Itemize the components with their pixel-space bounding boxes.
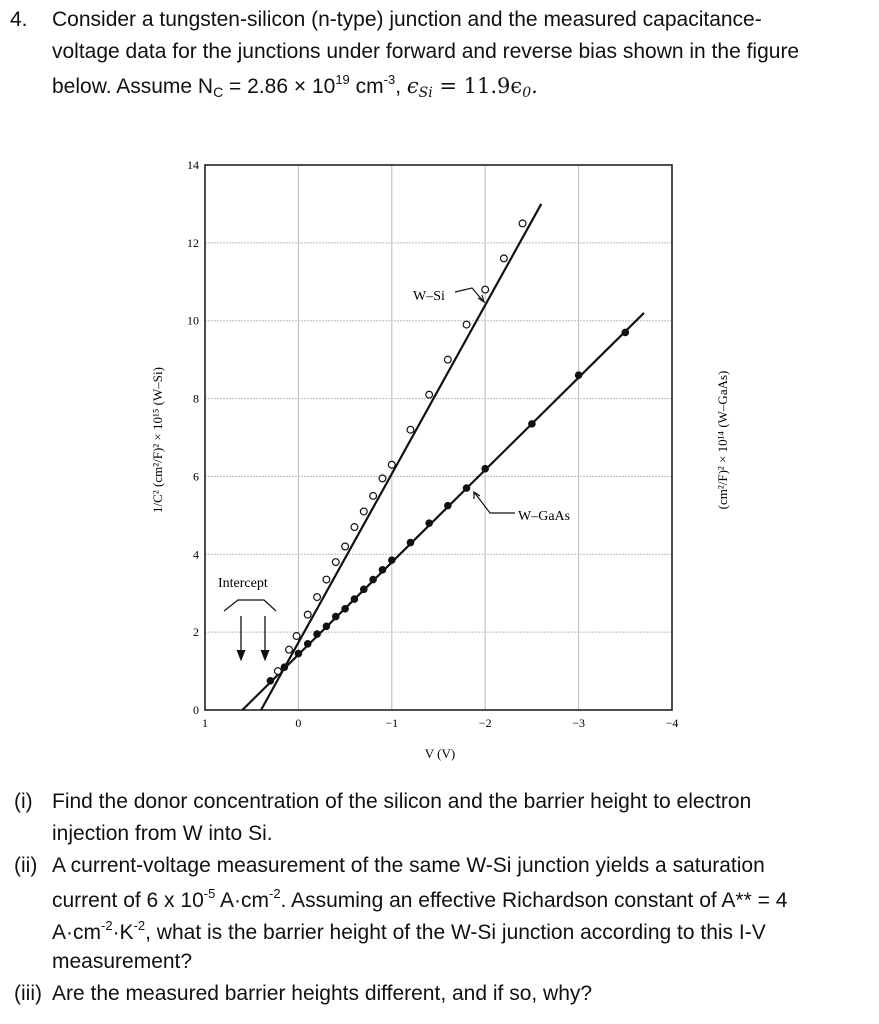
chart-grid xyxy=(205,165,672,710)
wsi-data-point xyxy=(482,286,489,293)
intercept-bracket xyxy=(224,600,276,611)
wsi-data-point xyxy=(407,426,414,433)
wsi-data-point xyxy=(304,611,311,618)
wgaas-data-point xyxy=(622,329,628,335)
wgaas-label: W–GaAs xyxy=(518,509,571,524)
y-tick-label: 8 xyxy=(193,391,199,406)
x-tick-label: −3 xyxy=(572,716,585,730)
wgaas-data-point xyxy=(379,567,385,573)
wsi-label: W–Si xyxy=(413,289,445,304)
y-tick-label: 10 xyxy=(187,313,199,328)
x-tick-label: −1 xyxy=(385,716,399,730)
data-points xyxy=(267,220,628,684)
wgaas-data-point xyxy=(389,557,395,563)
part-i-line-1: Find the donor concentration of the silicon and the barrier height to electron xyxy=(52,790,752,813)
wgaas-data-point xyxy=(281,664,287,670)
wsi-data-point xyxy=(332,559,339,566)
wgaas-data-point xyxy=(351,596,357,602)
part-ii-line-1: A current-voltage measurement of the same W-Si junction yields a saturation xyxy=(52,854,765,877)
x-axis-label: V (V) xyxy=(424,746,456,761)
part-iii-line-1: Are the measured barrier heights different, and if so, why? xyxy=(52,982,593,1005)
question-line-3: below. Assume $N_C = 2.86 \times 10^{19}$ $cm^{-3}$, $\epsilon_{Si} = 11.9\epsilon_0$. xyxy=(52,72,538,101)
wgaas-data-point xyxy=(323,623,329,629)
wsi-data-point xyxy=(293,633,300,640)
tick-labels xyxy=(187,158,678,730)
part-i-number: (i) xyxy=(14,790,33,813)
part-iii-number: (iii) xyxy=(14,982,42,1005)
wgaas-data-point xyxy=(267,678,273,684)
part-ii-number: (ii) xyxy=(14,854,38,877)
wsi-data-point xyxy=(274,668,281,675)
y-axis-label-right: (cm²/F)² × 10¹⁴ (W–GaAs) xyxy=(715,370,730,510)
wsi-data-point xyxy=(286,646,293,653)
plot-frame xyxy=(205,165,672,710)
wsi-data-point xyxy=(444,356,451,363)
question-number: 4. xyxy=(10,8,28,31)
epsilon-si-expression: $\epsilon_{Si} = 11.9\epsilon_0$. xyxy=(406,74,538,101)
wsi-data-point xyxy=(314,594,321,601)
wgaas-data-point xyxy=(314,631,320,637)
fit-line xyxy=(242,313,644,710)
wsi-arrow xyxy=(455,288,484,302)
x-tick-label: −2 xyxy=(478,716,492,730)
y-tick-label: 6 xyxy=(193,469,199,484)
y-tick-label: 0 xyxy=(193,703,199,717)
wgaas-data-point xyxy=(407,539,413,545)
wsi-data-point xyxy=(388,461,395,468)
wsi-data-point xyxy=(370,492,377,499)
wgaas-data-point xyxy=(482,465,488,471)
y-axis-label-left: 1/C² (cm²/F)² × 10¹⁵ (W–Si) xyxy=(150,367,165,513)
part-ii-line-4: measurement? xyxy=(52,950,193,973)
wsi-data-point xyxy=(342,543,349,550)
x-tick-label: 0 xyxy=(295,716,302,730)
wsi-data-point xyxy=(351,524,358,531)
wgaas-data-point xyxy=(342,606,348,612)
wsi-data-point xyxy=(519,220,526,227)
part-i-line-2: injection from W into Si. xyxy=(52,822,273,845)
wgaas-data-point xyxy=(295,650,301,656)
wgaas-data-point xyxy=(575,372,581,378)
fit-lines xyxy=(242,204,644,710)
wgaas-arrow xyxy=(474,492,515,513)
y-tick-label: 12 xyxy=(187,235,199,250)
wgaas-data-point xyxy=(305,641,311,647)
intercept-label: Intercept xyxy=(218,576,268,591)
question-line-1: Consider a tungsten-silicon (n-type) junction and the measured capacitance- xyxy=(52,8,762,31)
y-tick-label: 2 xyxy=(193,625,199,640)
wgaas-data-point xyxy=(529,421,535,427)
wsi-data-point xyxy=(323,576,330,583)
wgaas-data-point xyxy=(370,576,376,582)
part-ii-line-2: current of 6 x $10^{-5}$ $A\cdot cm^{-2}$. Assuming an effective Richardson constant of A** = 4 xyxy=(52,886,788,912)
wgaas-data-point xyxy=(361,586,367,592)
x-tick-label: −4 xyxy=(665,716,679,730)
wgaas-data-point xyxy=(333,613,339,619)
wsi-data-point xyxy=(463,321,470,328)
wgaas-data-point xyxy=(445,502,451,508)
question-line-2: voltage data for the junctions under forward and reverse bias shown in the figure xyxy=(52,40,800,63)
part-ii-line-3: $A\cdot cm^{-2}\cdot K^{-2}$, what is the barrier height of the W-Si junction according to this I-V xyxy=(52,918,766,944)
x-tick-label: 1 xyxy=(202,716,208,730)
wsi-data-point xyxy=(426,391,433,398)
y-tick-label: 14 xyxy=(187,158,199,172)
wsi-data-point xyxy=(379,475,386,482)
y-tick-label: 4 xyxy=(193,547,199,562)
wsi-data-point xyxy=(500,255,507,262)
wsi-data-point xyxy=(360,508,367,515)
wgaas-data-point xyxy=(463,485,469,491)
wgaas-data-point xyxy=(426,520,432,526)
